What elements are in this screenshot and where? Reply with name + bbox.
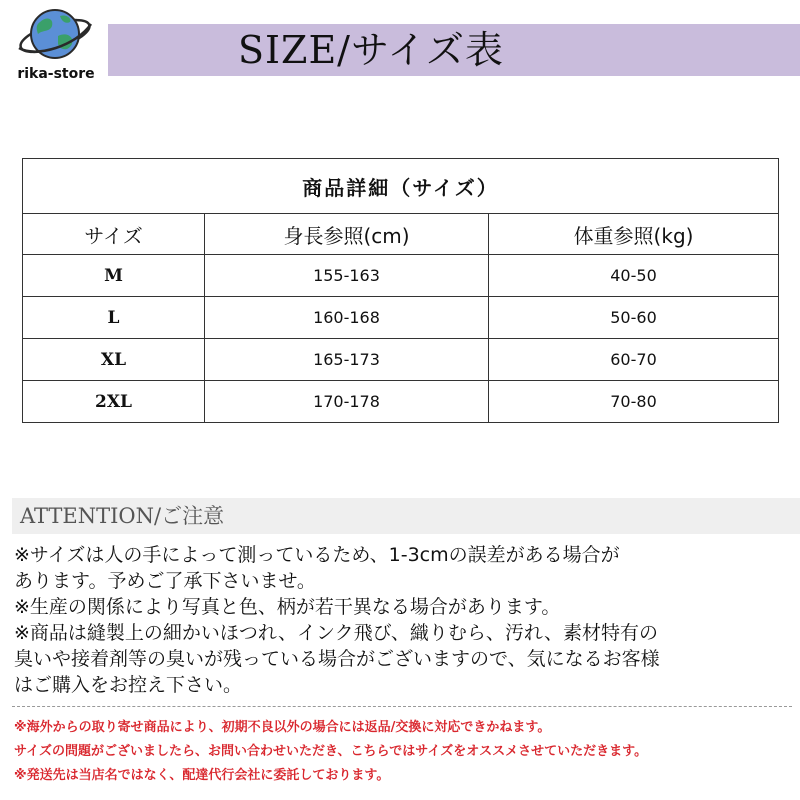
title-bar: [108, 24, 800, 76]
height-cell: 155-163: [205, 255, 489, 297]
logo-text: rika-store: [17, 66, 95, 82]
table-row: [23, 297, 779, 339]
red-note-line: ※発送先は当店名ではなく、配達代行会社に委託しております。: [14, 768, 390, 783]
table-header-row: [23, 214, 779, 255]
table-row: [23, 339, 779, 381]
table-caption: 商品詳細（サイズ）: [23, 159, 779, 214]
shipping-notes: [14, 716, 794, 788]
size-cell: XL: [23, 339, 205, 381]
attention-title: ATTENTION/ご注意: [20, 504, 225, 528]
weight-cell: 40-50: [489, 255, 779, 297]
height-cell: 165-173: [205, 339, 489, 381]
note-line: あります。予めご了承下さいませ。: [14, 570, 316, 592]
header-height: 身長参照(cm): [205, 214, 489, 255]
size-table: [22, 158, 779, 423]
header-size: サイズ: [23, 214, 205, 255]
table-row: [23, 255, 779, 297]
table-row: [23, 381, 779, 423]
weight-cell: 50-60: [489, 297, 779, 339]
dashed-divider: [12, 706, 792, 707]
globe-icon: [16, 6, 94, 66]
note-line: はご購入をお控え下さい。: [14, 674, 243, 696]
red-note-line: サイズの問題がございましたら、お問い合わせいただき、こちらではサイズをオススメさせていただきます。: [14, 744, 648, 759]
red-note-line: ※海外からの取り寄せ商品により、初期不良以外の場合には返品/交換に対応できかねます。: [14, 720, 551, 735]
note-line: ※生産の関係により写真と色、柄が若干異なる場合があります。: [14, 596, 561, 618]
size-cell: L: [23, 297, 205, 339]
attention-notes: [14, 542, 794, 698]
note-line: ※サイズは人の手によって測っているため、1-3cmの誤差がある場合が: [14, 544, 620, 566]
note-line: 臭いや接着剤等の臭いが残っている場合がございますので、気になるお客様: [14, 648, 660, 670]
store-logo: [6, 6, 104, 86]
attention-bar: [12, 498, 800, 534]
note-line: ※商品は縫製上の細かいほつれ、インク飛び、織りむら、汚れ、素材特有の: [14, 622, 659, 644]
weight-cell: 70-80: [489, 381, 779, 423]
height-cell: 170-178: [205, 381, 489, 423]
height-cell: 160-168: [205, 297, 489, 339]
header-weight: 体重参照(kg): [489, 214, 779, 255]
size-cell: M: [23, 255, 205, 297]
weight-cell: 60-70: [489, 339, 779, 381]
page-title: SIZE/サイズ表: [238, 28, 504, 72]
size-cell: 2XL: [23, 381, 205, 423]
